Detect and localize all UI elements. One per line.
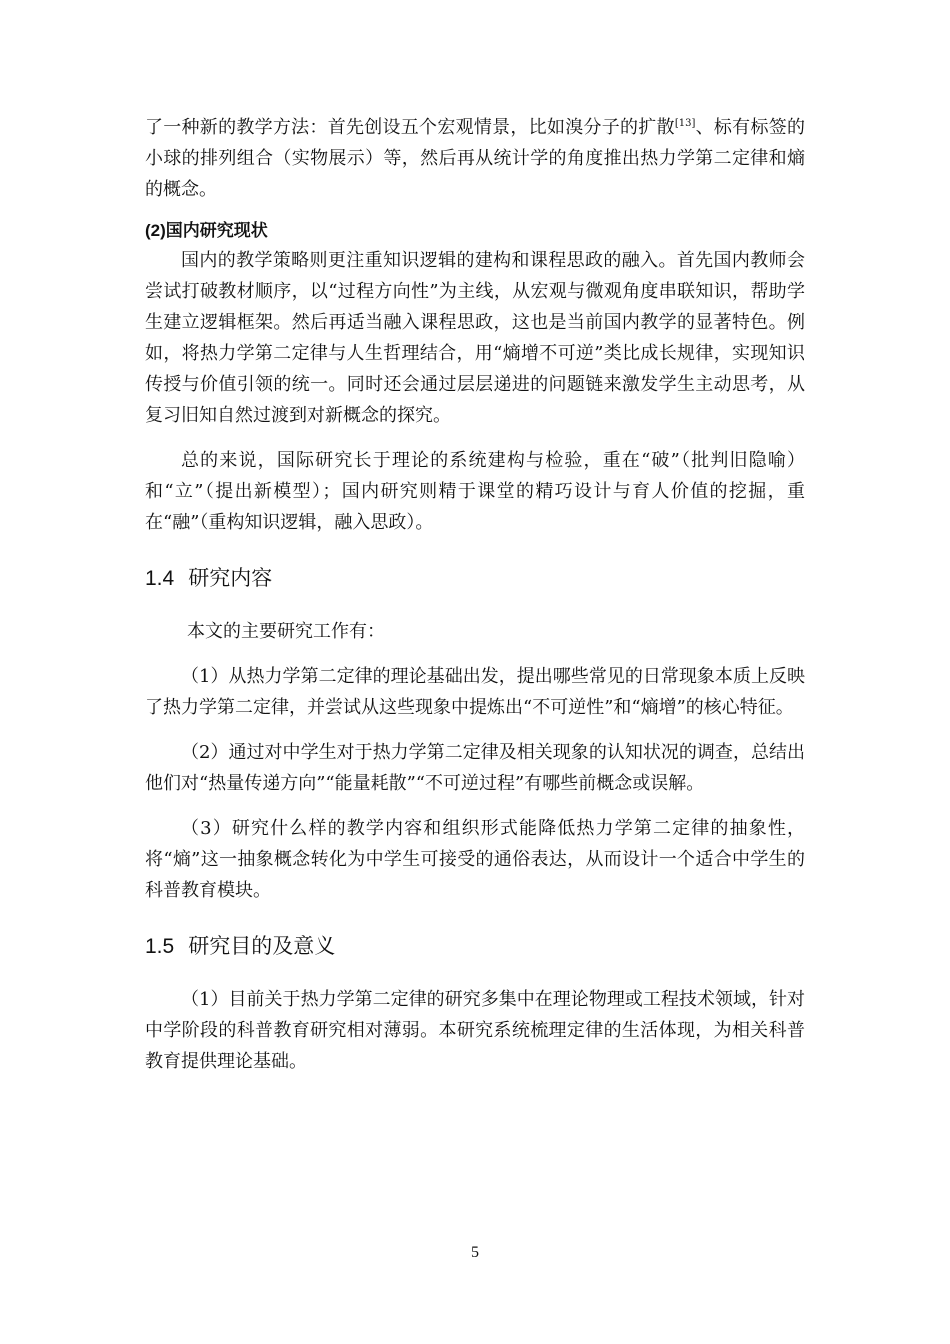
paragraph-domestic-research: 国内的教学策略则更注重知识逻辑的建构和课程思政的融入。首先国内教师会尝试打破教材顺序，以“过程方向性”为主线，从宏观与微观角度串联知识，帮助学生建立逻辑框架。然后再适当融入课程思政，这也是当前国内教学的显著特色。例如，将热力学第二定律与人生哲理结合，用“熵增不可逆”类比成长规律，实现知识传授与价值引领的统一。同时还会通过层层递进的问题链来激发学生主动思考，从复习旧知自然过渡到对新概念的探究。	[145, 250, 805, 426]
subheading-domestic-research: (2)国内研究现状	[145, 221, 268, 240]
research-item-1: （1）从热力学第二定律的理论基础出发，提出哪些常见的日常现象本质上反映了热力学第二定律，并尝试从这些现象中提炼出“不可逆性”和“熵增”的核心特征。	[145, 666, 805, 718]
paragraph-continued	[145, 112, 805, 205]
section-heading-1-5	[145, 932, 805, 962]
paragraph-text: 、标有标签的小球的排列组合（实物展示）等，然后再从统计学的角度推出热力学第二定律和熵的概念。	[145, 117, 805, 200]
research-item-2: （2）通过对中学生对于热力学第二定律及相关现象的认知状况的调查，总结出他们对“热量传递方向”“能量耗散”“不可逆过程”有哪些前概念或误解。	[145, 742, 805, 794]
page-number: 5	[471, 1244, 479, 1261]
citation-ref: [13]	[674, 118, 696, 129]
section-heading-1-4	[145, 564, 805, 594]
research-intro: 本文的主要研究工作有：	[187, 621, 385, 642]
section-title: 研究内容	[188, 567, 273, 590]
section-title: 研究目的及意义	[188, 935, 336, 958]
section-number: 1.4	[145, 567, 175, 590]
research-item-3: （3）研究什么样的教学内容和组织形式能降低热力学第二定律的抽象性，将“熵”这一抽象概念转化为中学生可接受的通俗表达，从而设计一个适合中学生的科普教育模块。	[145, 818, 805, 901]
paragraph-summary: 总的来说，国际研究长于理论的系统建构与检验，重在“破”（批判旧隐喻）和“立”（提出新模型）；国内研究则精于课堂的精巧设计与育人价值的挖掘，重在“融”（重构知识逻辑，融入思政）。	[145, 450, 805, 533]
document-body	[145, 112, 805, 1077]
section-number: 1.5	[145, 935, 175, 958]
paragraph-text: 了一种新的教学方法：首先创设五个宏观情景，比如溴分子的扩散	[145, 117, 675, 138]
purpose-item-1: （1）目前关于热力学第二定律的研究多集中在理论物理或工程技术领域，针对中学阶段的科普教育研究相对薄弱。本研究系统梳理定律的生活体现，为相关科普教育提供理论基础。	[145, 989, 805, 1072]
